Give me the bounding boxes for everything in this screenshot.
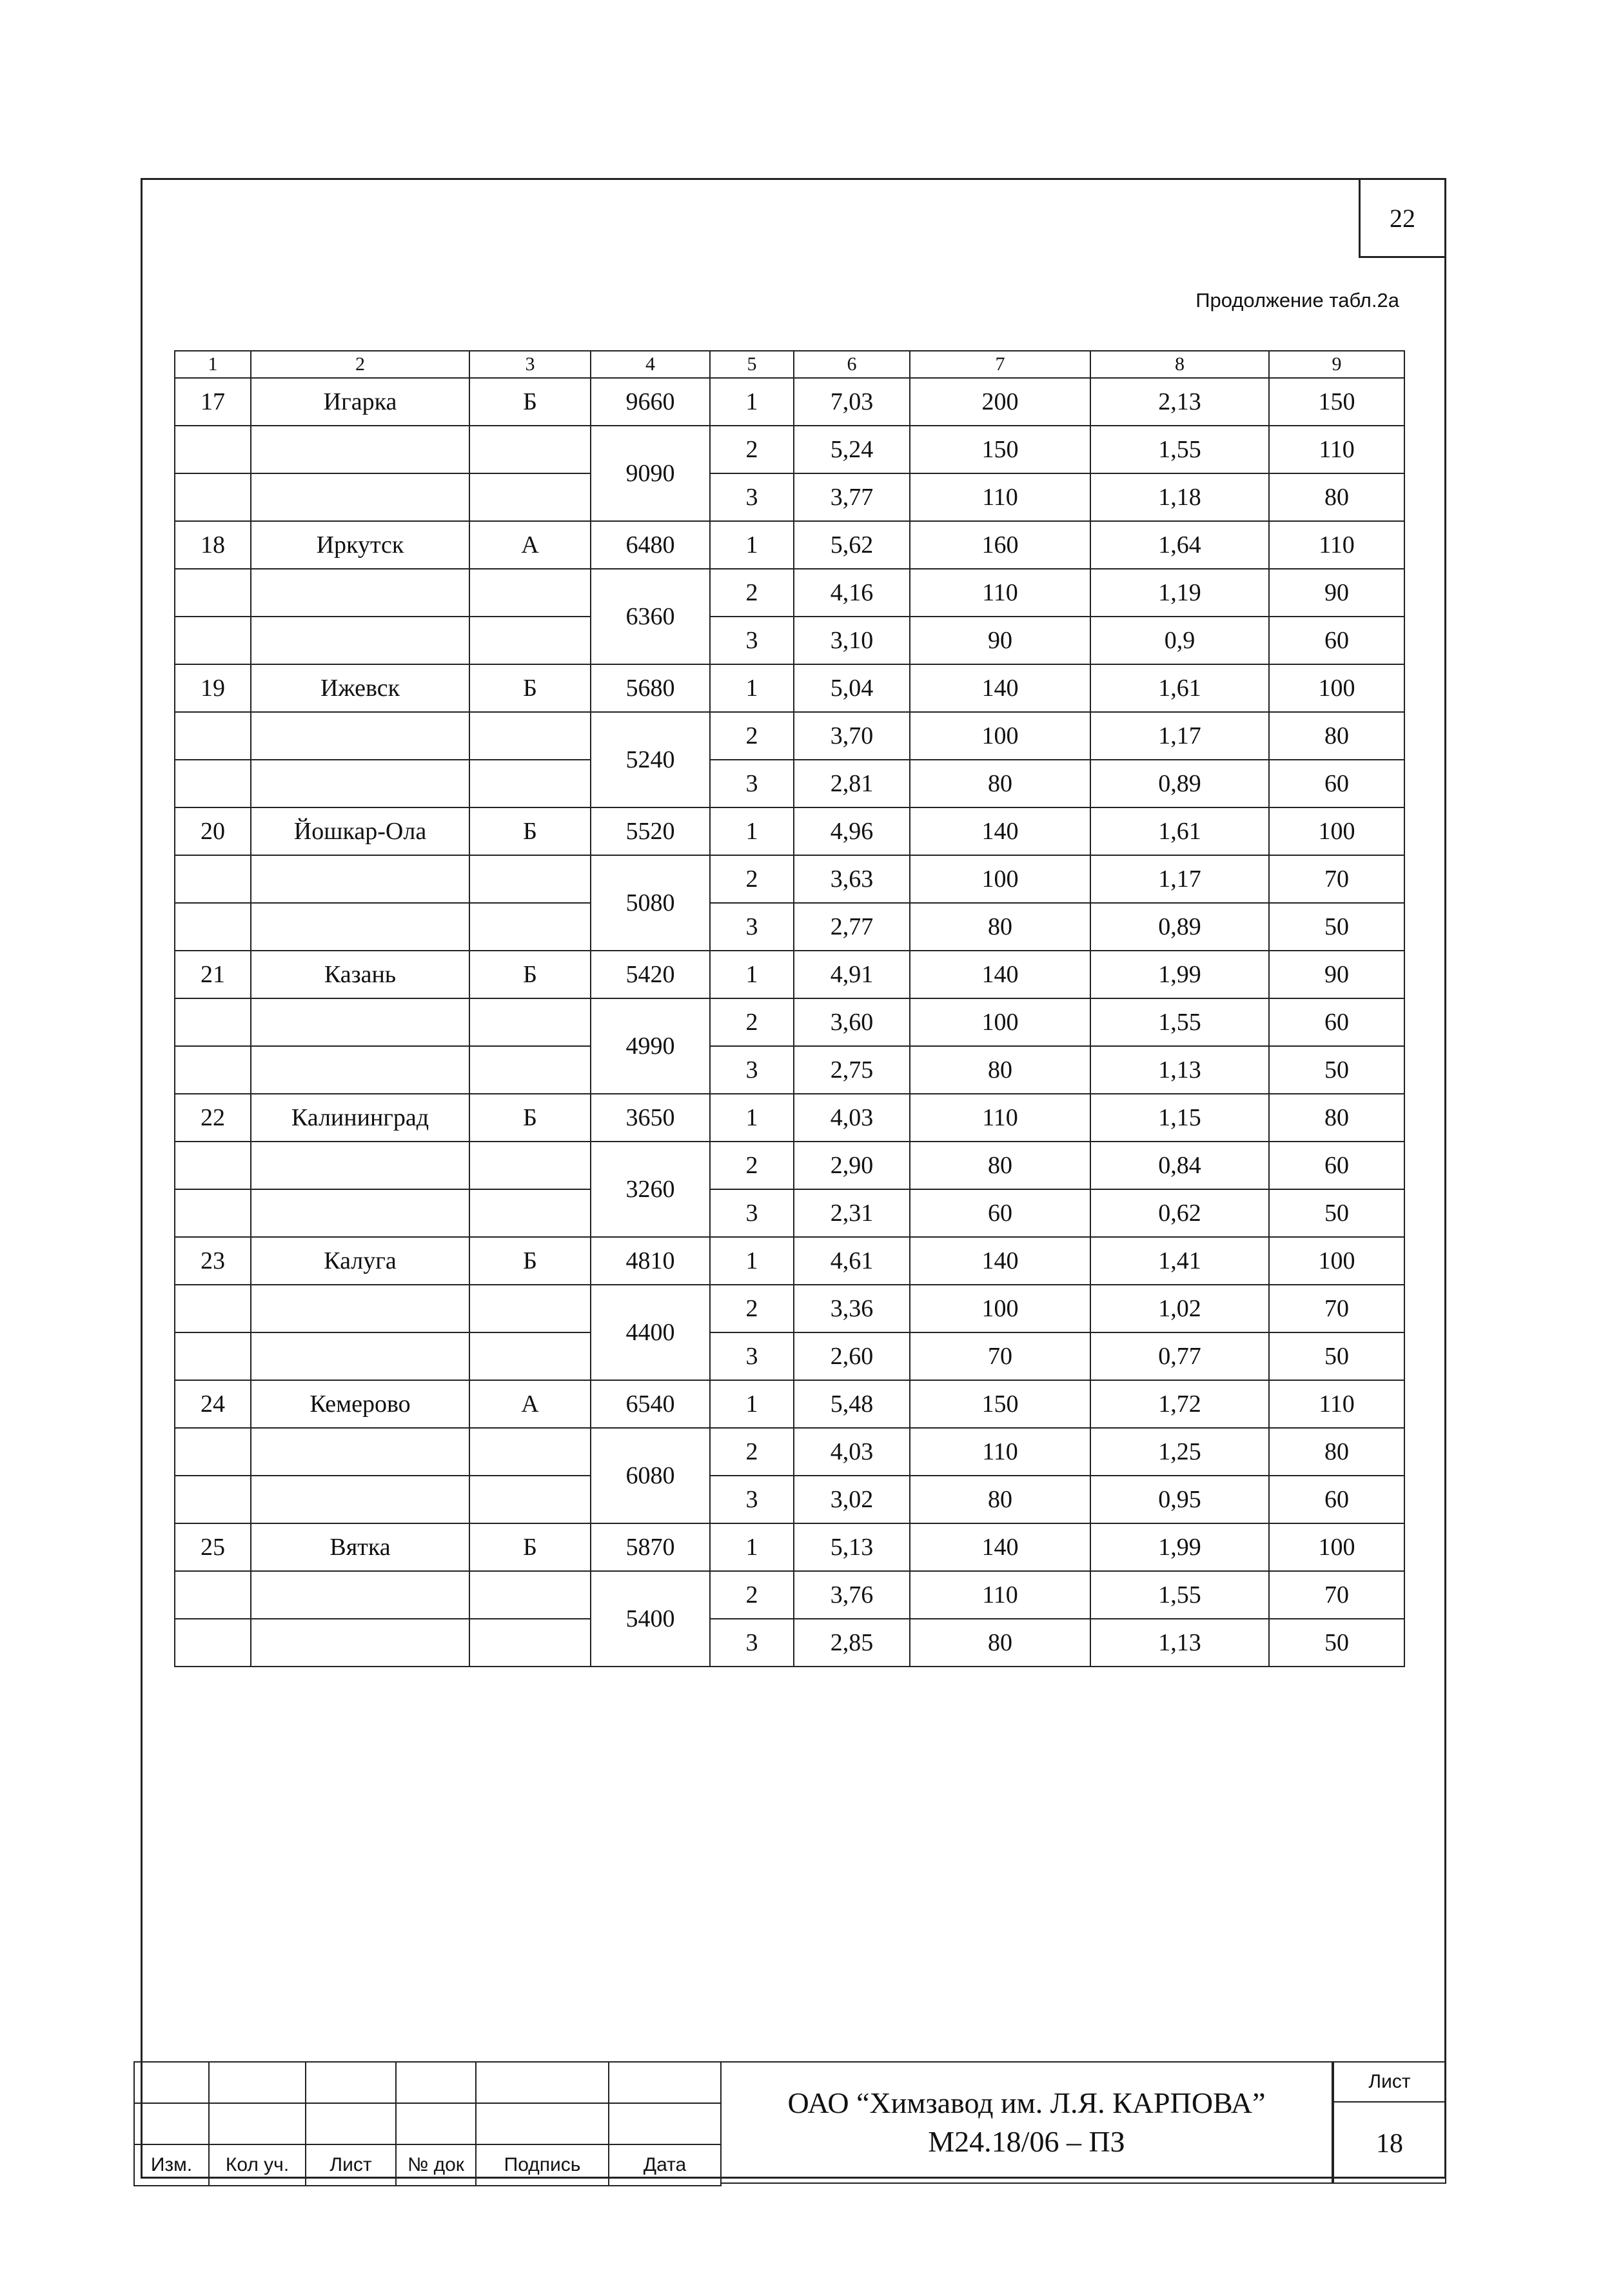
value4-cell: 3260 — [591, 1142, 710, 1237]
data-cell: 1,61 — [1090, 664, 1269, 712]
stamp-label-podpis: Подпись — [476, 2144, 609, 2186]
data-cell: 1 — [710, 1523, 794, 1571]
data-cell: 2 — [710, 1571, 794, 1619]
zone-cell: Б — [469, 664, 591, 712]
data-cell: 140 — [910, 951, 1090, 998]
table-row — [175, 1142, 1404, 1189]
data-cell: 4,96 — [794, 807, 910, 855]
data-cell: 100 — [1269, 1523, 1404, 1571]
data-cell: 1,55 — [1090, 426, 1269, 473]
data-cell: 100 — [910, 1285, 1090, 1332]
header-cell: 5 — [710, 351, 794, 378]
empty-cell — [251, 760, 469, 807]
data-cell: 1,72 — [1090, 1380, 1269, 1428]
data-cell: 1,17 — [1090, 855, 1269, 903]
data-cell: 2,60 — [794, 1332, 910, 1380]
zone-cell: Б — [469, 378, 591, 426]
row-number-cell: 24 — [175, 1380, 251, 1428]
empty-cell — [469, 473, 591, 521]
empty-cell — [251, 855, 469, 903]
data-cell: 1 — [710, 1237, 794, 1285]
value4-cell: 9660 — [591, 378, 710, 426]
value4-cell: 5400 — [591, 1571, 710, 1667]
row-number-cell: 23 — [175, 1237, 251, 1285]
table-row — [175, 1046, 1404, 1094]
empty-cell — [251, 426, 469, 473]
table-row — [175, 1189, 1404, 1237]
data-cell: 70 — [910, 1332, 1090, 1380]
empty-cell — [251, 1142, 469, 1189]
data-cell: 3 — [710, 760, 794, 807]
table-row — [175, 760, 1404, 807]
empty-cell — [175, 1142, 251, 1189]
data-cell: 0,95 — [1090, 1476, 1269, 1523]
data-cell: 2 — [710, 1142, 794, 1189]
stamp-label-n-dok: № док — [396, 2144, 476, 2186]
data-cell: 90 — [910, 617, 1090, 664]
data-cell: 80 — [1269, 473, 1404, 521]
empty-cell — [251, 1332, 469, 1380]
empty-cell — [175, 855, 251, 903]
data-cell: 0,89 — [1090, 760, 1269, 807]
value4-cell: 6360 — [591, 569, 710, 664]
empty-cell — [251, 1189, 469, 1237]
stamp-label-kol-uch: Кол уч. — [209, 2144, 306, 2186]
data-cell: 80 — [1269, 712, 1404, 760]
data-cell: 3,77 — [794, 473, 910, 521]
data-cell: 110 — [1269, 426, 1404, 473]
stamp-label-data: Дата — [609, 2144, 721, 2186]
sheet-label: Лист — [1334, 2063, 1445, 2103]
zone-cell: А — [469, 1380, 591, 1428]
row-number-cell: 22 — [175, 1094, 251, 1142]
data-cell: 110 — [1269, 1380, 1404, 1428]
empty-cell — [469, 998, 591, 1046]
value4-cell: 6540 — [591, 1380, 710, 1428]
data-cell: 2,77 — [794, 903, 910, 951]
document-title — [720, 2061, 1333, 2184]
data-cell: 2 — [710, 712, 794, 760]
data-cell: 5,13 — [794, 1523, 910, 1571]
data-cell: 70 — [1269, 1571, 1404, 1619]
value4-cell: 5680 — [591, 664, 710, 712]
empty-cell — [469, 760, 591, 807]
data-cell: 90 — [1269, 951, 1404, 998]
data-cell: 0,77 — [1090, 1332, 1269, 1380]
empty-cell — [251, 712, 469, 760]
data-cell: 4,03 — [794, 1094, 910, 1142]
data-cell: 1,18 — [1090, 473, 1269, 521]
data-cell: 4,91 — [794, 951, 910, 998]
zone-cell: Б — [469, 1094, 591, 1142]
header-cell: 3 — [469, 351, 591, 378]
data-cell: 60 — [1269, 760, 1404, 807]
data-cell: 0,89 — [1090, 903, 1269, 951]
data-cell: 3,60 — [794, 998, 910, 1046]
data-cell: 7,03 — [794, 378, 910, 426]
data-cell: 140 — [910, 664, 1090, 712]
table-row — [175, 521, 1404, 569]
empty-cell — [251, 1571, 469, 1619]
data-cell: 5,48 — [794, 1380, 910, 1428]
value4-cell: 5240 — [591, 712, 710, 807]
data-cell: 1,64 — [1090, 521, 1269, 569]
data-cell: 3 — [710, 1046, 794, 1094]
zone-cell: Б — [469, 1523, 591, 1571]
data-cell: 3,10 — [794, 617, 910, 664]
stamp-label-list: Лист — [306, 2144, 396, 2186]
data-cell: 80 — [1269, 1094, 1404, 1142]
revision-labels-row — [134, 2144, 721, 2186]
empty-cell — [251, 1476, 469, 1523]
zone-cell: Б — [469, 951, 591, 998]
data-cell: 1,99 — [1090, 951, 1269, 998]
empty-cell — [175, 1189, 251, 1237]
data-cell: 1 — [710, 807, 794, 855]
data-cell: 4,61 — [794, 1237, 910, 1285]
data-cell: 2 — [710, 426, 794, 473]
empty-cell — [251, 569, 469, 617]
data-cell: 3,76 — [794, 1571, 910, 1619]
revision-row — [134, 2062, 721, 2103]
data-cell: 2,85 — [794, 1619, 910, 1667]
empty-cell — [175, 569, 251, 617]
empty-cell — [175, 1476, 251, 1523]
table-row — [175, 1476, 1404, 1523]
empty-cell — [175, 998, 251, 1046]
data-cell: 50 — [1269, 1189, 1404, 1237]
data-cell: 150 — [910, 426, 1090, 473]
empty-cell — [469, 1189, 591, 1237]
city-cell: Калуга — [251, 1237, 469, 1285]
empty-cell — [251, 473, 469, 521]
table-row — [175, 1380, 1404, 1428]
data-cell: 80 — [910, 903, 1090, 951]
data-cell: 2,90 — [794, 1142, 910, 1189]
value4-cell: 4990 — [591, 998, 710, 1094]
data-cell: 0,9 — [1090, 617, 1269, 664]
empty-cell — [251, 1046, 469, 1094]
page-number: 22 — [1359, 178, 1446, 258]
row-number-cell: 21 — [175, 951, 251, 998]
revision-row — [134, 2103, 721, 2144]
empty-cell — [469, 1476, 591, 1523]
empty-cell — [175, 1428, 251, 1476]
data-cell: 110 — [910, 569, 1090, 617]
empty-cell — [175, 1046, 251, 1094]
table-row — [175, 1094, 1404, 1142]
empty-cell — [175, 617, 251, 664]
empty-cell — [469, 1285, 591, 1332]
data-cell: 1,13 — [1090, 1619, 1269, 1667]
data-cell: 100 — [1269, 664, 1404, 712]
value4-cell: 5520 — [591, 807, 710, 855]
data-cell: 1,02 — [1090, 1285, 1269, 1332]
data-cell: 3,70 — [794, 712, 910, 760]
value4-cell: 3650 — [591, 1094, 710, 1142]
header-cell: 7 — [910, 351, 1090, 378]
value4-cell: 6080 — [591, 1428, 710, 1523]
city-cell: Казань — [251, 951, 469, 998]
data-cell: 1,19 — [1090, 569, 1269, 617]
data-cell: 110 — [910, 1094, 1090, 1142]
data-cell: 100 — [910, 712, 1090, 760]
value4-cell: 4400 — [591, 1285, 710, 1380]
stamp-label-izm: Изм. — [134, 2144, 209, 2186]
data-cell: 2 — [710, 998, 794, 1046]
header-cell: 9 — [1269, 351, 1404, 378]
data-cell: 2 — [710, 569, 794, 617]
zone-cell: Б — [469, 1237, 591, 1285]
data-cell: 3 — [710, 1619, 794, 1667]
data-cell: 3 — [710, 473, 794, 521]
empty-cell — [175, 1332, 251, 1380]
data-cell: 1 — [710, 664, 794, 712]
value4-cell: 4810 — [591, 1237, 710, 1285]
empty-cell — [469, 712, 591, 760]
data-cell: 2 — [710, 855, 794, 903]
table-row — [175, 378, 1404, 426]
sheet-number: 18 — [1376, 2129, 1403, 2159]
empty-cell — [469, 1142, 591, 1189]
data-cell: 150 — [1269, 378, 1404, 426]
table-row — [175, 1237, 1404, 1285]
value4-cell: 6480 — [591, 521, 710, 569]
empty-cell — [251, 1428, 469, 1476]
data-table — [174, 350, 1405, 1667]
data-cell: 4,03 — [794, 1428, 910, 1476]
city-cell: Кемерово — [251, 1380, 469, 1428]
empty-cell — [175, 426, 251, 473]
city-cell: Вятка — [251, 1523, 469, 1571]
table-row — [175, 426, 1404, 473]
data-cell: 80 — [910, 1142, 1090, 1189]
data-cell: 80 — [910, 760, 1090, 807]
data-cell: 2,75 — [794, 1046, 910, 1094]
data-cell: 3 — [710, 903, 794, 951]
value4-cell: 9090 — [591, 426, 710, 521]
data-cell: 1 — [710, 951, 794, 998]
data-cell: 1,61 — [1090, 807, 1269, 855]
data-cell: 2 — [710, 1285, 794, 1332]
row-number-cell: 18 — [175, 521, 251, 569]
data-cell: 60 — [1269, 1142, 1404, 1189]
title-block-stamp — [133, 2061, 1446, 2190]
empty-cell — [469, 617, 591, 664]
data-cell: 100 — [1269, 807, 1404, 855]
empty-cell — [175, 903, 251, 951]
data-cell: 3 — [710, 1332, 794, 1380]
table-row — [175, 951, 1404, 998]
data-cell: 50 — [1269, 1619, 1404, 1667]
data-cell: 3,63 — [794, 855, 910, 903]
table-row — [175, 617, 1404, 664]
empty-cell — [469, 855, 591, 903]
empty-cell — [469, 1046, 591, 1094]
data-cell: 1,17 — [1090, 712, 1269, 760]
city-cell: Ижевск — [251, 664, 469, 712]
data-cell: 90 — [1269, 569, 1404, 617]
empty-cell — [175, 760, 251, 807]
data-cell: 1 — [710, 1094, 794, 1142]
data-cell: 3 — [710, 1189, 794, 1237]
value4-cell: 5080 — [591, 855, 710, 951]
table-row — [175, 1428, 1404, 1476]
empty-cell — [251, 903, 469, 951]
data-cell: 50 — [1269, 903, 1404, 951]
organization-name: ОАО “Химзавод им. Л.Я. КАРПОВА” — [787, 2086, 1266, 2119]
data-cell: 1,25 — [1090, 1428, 1269, 1476]
data-cell: 140 — [910, 807, 1090, 855]
zone-cell: Б — [469, 807, 591, 855]
data-cell: 110 — [910, 1428, 1090, 1476]
data-cell: 100 — [910, 855, 1090, 903]
data-cell: 50 — [1269, 1046, 1404, 1094]
empty-cell — [175, 712, 251, 760]
data-cell: 3 — [710, 1476, 794, 1523]
table-row — [175, 569, 1404, 617]
data-cell: 3,02 — [794, 1476, 910, 1523]
data-cell: 60 — [910, 1189, 1090, 1237]
data-cell: 140 — [910, 1237, 1090, 1285]
empty-cell — [175, 1285, 251, 1332]
table-caption: Продолжение табл.2а — [1195, 289, 1399, 312]
empty-cell — [469, 1571, 591, 1619]
data-cell: 80 — [910, 1619, 1090, 1667]
empty-cell — [469, 1619, 591, 1667]
empty-cell — [469, 1428, 591, 1476]
row-number-cell: 25 — [175, 1523, 251, 1571]
data-cell: 140 — [910, 1523, 1090, 1571]
data-cell: 1,41 — [1090, 1237, 1269, 1285]
data-cell: 1,13 — [1090, 1046, 1269, 1094]
data-cell: 110 — [910, 1571, 1090, 1619]
table-row — [175, 1619, 1404, 1667]
empty-cell — [469, 903, 591, 951]
empty-cell — [251, 998, 469, 1046]
city-cell: Иркутск — [251, 521, 469, 569]
table-row — [175, 807, 1404, 855]
zone-cell: А — [469, 521, 591, 569]
header-cell: 8 — [1090, 351, 1269, 378]
empty-cell — [469, 426, 591, 473]
data-cell: 110 — [1269, 521, 1404, 569]
data-cell: 60 — [1269, 998, 1404, 1046]
data-cell: 1 — [710, 378, 794, 426]
data-cell: 1,99 — [1090, 1523, 1269, 1571]
data-cell: 150 — [910, 1380, 1090, 1428]
header-cell: 4 — [591, 351, 710, 378]
value4-cell: 5870 — [591, 1523, 710, 1571]
data-cell: 60 — [1269, 1476, 1404, 1523]
table-row — [175, 903, 1404, 951]
empty-cell — [175, 1571, 251, 1619]
data-cell: 1 — [710, 521, 794, 569]
data-cell: 3 — [710, 617, 794, 664]
data-cell: 1,15 — [1090, 1094, 1269, 1142]
data-cell: 5,62 — [794, 521, 910, 569]
table-row — [175, 712, 1404, 760]
document-code: М24.18/06 – ПЗ — [928, 2125, 1125, 2158]
header-row — [175, 351, 1404, 378]
data-cell: 50 — [1269, 1332, 1404, 1380]
value4-cell: 5420 — [591, 951, 710, 998]
table-row — [175, 1332, 1404, 1380]
table-row — [175, 664, 1404, 712]
data-cell: 0,62 — [1090, 1189, 1269, 1237]
data-cell: 110 — [910, 473, 1090, 521]
empty-cell — [175, 473, 251, 521]
data-cell: 160 — [910, 521, 1090, 569]
header-cell: 1 — [175, 351, 251, 378]
data-cell: 80 — [910, 1476, 1090, 1523]
table-row — [175, 1571, 1404, 1619]
data-cell: 100 — [910, 998, 1090, 1046]
data-cell: 2,81 — [794, 760, 910, 807]
data-cell: 60 — [1269, 617, 1404, 664]
data-cell: 2,31 — [794, 1189, 910, 1237]
header-cell: 6 — [794, 351, 910, 378]
sheet-block — [1333, 2061, 1446, 2184]
data-cell: 100 — [1269, 1237, 1404, 1285]
city-cell: Игарка — [251, 378, 469, 426]
empty-cell — [251, 617, 469, 664]
table-row — [175, 998, 1404, 1046]
table-row — [175, 1285, 1404, 1332]
data-cell: 70 — [1269, 1285, 1404, 1332]
data-cell: 1,55 — [1090, 1571, 1269, 1619]
city-cell: Йошкар-Ола — [251, 807, 469, 855]
empty-cell — [175, 1619, 251, 1667]
empty-cell — [251, 1285, 469, 1332]
row-number-cell: 20 — [175, 807, 251, 855]
header-cell: 2 — [251, 351, 469, 378]
data-cell: 80 — [1269, 1428, 1404, 1476]
data-cell: 3,36 — [794, 1285, 910, 1332]
data-cell: 70 — [1269, 855, 1404, 903]
data-cell: 4,16 — [794, 569, 910, 617]
data-cell: 2 — [710, 1428, 794, 1476]
row-number-cell: 19 — [175, 664, 251, 712]
data-cell: 5,04 — [794, 664, 910, 712]
table-row — [175, 1523, 1404, 1571]
empty-cell — [469, 569, 591, 617]
data-cell: 2,13 — [1090, 378, 1269, 426]
empty-cell — [469, 1332, 591, 1380]
data-cell: 1,55 — [1090, 998, 1269, 1046]
data-cell: 200 — [910, 378, 1090, 426]
empty-cell — [251, 1619, 469, 1667]
data-cell: 0,84 — [1090, 1142, 1269, 1189]
revision-grid — [133, 2061, 722, 2186]
data-cell: 80 — [910, 1046, 1090, 1094]
table-row — [175, 855, 1404, 903]
row-number-cell: 17 — [175, 378, 251, 426]
table-row — [175, 473, 1404, 521]
table-body — [175, 351, 1404, 1667]
data-cell: 1 — [710, 1380, 794, 1428]
city-cell: Калининград — [251, 1094, 469, 1142]
data-cell: 5,24 — [794, 426, 910, 473]
